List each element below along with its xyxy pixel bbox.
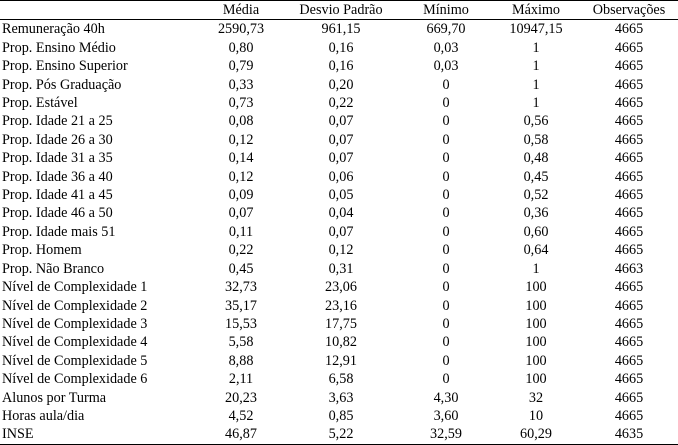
- cell-variable: Prop. Idade mais 51: [2, 223, 116, 240]
- cell-maximo: 0,56: [523, 113, 549, 130]
- cell-observacoes: 4665: [614, 113, 644, 130]
- cell-media: 0,09: [228, 187, 254, 204]
- cell-desvio-padrao: 0,07: [328, 131, 354, 148]
- cell-minimo: 0: [442, 371, 450, 388]
- cell-media: 0,45: [228, 260, 254, 277]
- cell-variable: Remuneração 40h: [2, 21, 105, 38]
- cell-observacoes: 4665: [614, 223, 644, 240]
- cell-variable: Nível de Complexidade 6: [2, 371, 148, 388]
- table-row: [0, 260, 678, 278]
- cell-minimo: 0: [442, 297, 450, 314]
- cell-maximo: 1: [532, 58, 540, 75]
- cell-media: 0,12: [228, 131, 254, 148]
- cell-desvio-padrao: 961,15: [321, 21, 361, 38]
- cell-desvio-padrao: 0,31: [328, 260, 354, 277]
- cell-maximo: 0,52: [523, 187, 549, 204]
- cell-observacoes: 4635: [580, 425, 678, 444]
- cell-desvio-padrao: 0,07: [328, 150, 354, 167]
- table-row: [0, 241, 678, 259]
- cell-maximo: 1: [532, 260, 540, 277]
- cell-minimo: 0: [442, 187, 450, 204]
- cell-minimo: 0: [442, 223, 450, 240]
- cell-variable: Nível de Complexidade 4: [2, 334, 148, 351]
- cell-observacoes: 4665: [614, 315, 644, 332]
- cell-media: 0,12: [228, 168, 254, 185]
- cell-minimo: 0: [442, 260, 450, 277]
- table-row: [0, 315, 678, 333]
- cell-variable: INSE: [0, 425, 200, 444]
- cell-variable: Prop. Idade 41 a 45: [2, 187, 113, 204]
- cell-minimo: 0: [442, 352, 450, 369]
- table-header: [0, 1, 678, 20]
- cell-desvio-padrao: 0,05: [328, 187, 354, 204]
- header-media: Média: [200, 1, 282, 20]
- cell-minimo: 32,59: [400, 425, 492, 444]
- cell-minimo: 3,60: [433, 407, 459, 424]
- cell-minimo: 0,03: [433, 58, 459, 75]
- cell-maximo: 100: [525, 371, 547, 388]
- cell-variable: Horas aula/dia: [2, 407, 85, 424]
- cell-variable: Prop. Idade 26 a 30: [2, 131, 113, 148]
- table-row: [0, 389, 678, 407]
- cell-media: 0,79: [228, 58, 254, 75]
- cell-observacoes: 4663: [614, 260, 644, 277]
- cell-minimo: 4,30: [433, 389, 459, 406]
- cell-minimo: 0: [442, 113, 450, 130]
- header-observacoes: Observações: [580, 1, 678, 20]
- cell-media: 0,22: [228, 242, 254, 259]
- table-row: [0, 20, 678, 39]
- cell-minimo: 0: [442, 205, 450, 222]
- cell-variable: Nível de Complexidade 1: [2, 279, 148, 296]
- cell-desvio-padrao: 17,75: [325, 315, 357, 332]
- table-row: [0, 223, 678, 241]
- cell-minimo: 0: [442, 76, 450, 93]
- cell-media: 2,11: [228, 371, 254, 388]
- cell-desvio-padrao: 5,22: [282, 425, 400, 444]
- cell-media: 0,80: [228, 39, 254, 56]
- cell-observacoes: 4665: [614, 371, 644, 388]
- cell-maximo: 100: [525, 315, 547, 332]
- cell-desvio-padrao: 3,63: [328, 389, 354, 406]
- cell-maximo: 100: [525, 334, 547, 351]
- table-row: [0, 76, 678, 94]
- cell-media: 4,52: [228, 407, 254, 424]
- cell-maximo: 0,36: [523, 205, 549, 222]
- table-row: [0, 352, 678, 370]
- cell-maximo: 1: [532, 76, 540, 93]
- cell-maximo: 100: [525, 297, 547, 314]
- cell-minimo: 0: [442, 334, 450, 351]
- cell-desvio-padrao: 0,22: [328, 95, 354, 112]
- cell-minimo: 0: [442, 95, 450, 112]
- cell-observacoes: 4665: [614, 279, 644, 296]
- table-row: [0, 333, 678, 351]
- table-body: [0, 20, 678, 444]
- cell-maximo: 1: [532, 39, 540, 56]
- cell-minimo: 669,70: [426, 21, 466, 38]
- cell-observacoes: 4665: [614, 205, 644, 222]
- cell-media: 5,58: [228, 334, 254, 351]
- table-row: [0, 57, 678, 75]
- cell-observacoes: 4665: [614, 95, 644, 112]
- cell-variable: Prop. Ensino Superior: [2, 58, 128, 75]
- cell-media: 32,73: [225, 279, 257, 296]
- cell-observacoes: 4665: [614, 76, 644, 93]
- cell-media: 2590,73: [217, 21, 265, 38]
- cell-media: 15,53: [225, 315, 257, 332]
- cell-observacoes: 4665: [614, 352, 644, 369]
- cell-maximo: 0,48: [523, 150, 549, 167]
- cell-observacoes: 4665: [614, 168, 644, 185]
- cell-observacoes: 4665: [614, 150, 644, 167]
- table-row: [0, 94, 678, 112]
- table-row: [0, 186, 678, 204]
- cell-maximo: 1: [532, 95, 540, 112]
- table-row: [0, 131, 678, 149]
- cell-media: 0,14: [228, 150, 254, 167]
- table-row: [0, 112, 678, 130]
- cell-desvio-padrao: 0,06: [328, 168, 354, 185]
- cell-desvio-padrao: 12,91: [325, 352, 357, 369]
- cell-desvio-padrao: 10,82: [325, 334, 357, 351]
- table-row: [0, 39, 678, 57]
- table-row: [0, 407, 678, 425]
- cell-desvio-padrao: 0,20: [328, 76, 354, 93]
- cell-desvio-padrao: 6,58: [328, 371, 354, 388]
- cell-observacoes: 4665: [614, 21, 644, 38]
- cell-desvio-padrao: 0,16: [328, 39, 354, 56]
- cell-observacoes: 4665: [614, 39, 644, 56]
- cell-variable: Nível de Complexidade 3: [2, 315, 148, 332]
- cell-maximo: 0,45: [523, 168, 549, 185]
- cell-minimo: 0: [442, 168, 450, 185]
- cell-desvio-padrao: 23,16: [325, 297, 357, 314]
- header-desvio-padrao: Desvio Padrão: [282, 1, 400, 20]
- header-variable: [0, 1, 200, 20]
- table-row: [0, 297, 678, 315]
- cell-media: 8,88: [228, 352, 254, 369]
- table-row: [0, 168, 678, 186]
- cell-maximo: 0,60: [523, 223, 549, 240]
- cell-variable: Prop. Ensino Médio: [2, 39, 116, 56]
- cell-observacoes: 4665: [614, 242, 644, 259]
- cell-desvio-padrao: 23,06: [325, 279, 357, 296]
- cell-observacoes: 4665: [614, 187, 644, 204]
- cell-maximo: 10: [528, 407, 544, 424]
- cell-maximo: 0,64: [523, 242, 549, 259]
- cell-desvio-padrao: 0,07: [328, 223, 354, 240]
- cell-media: 0,33: [228, 76, 254, 93]
- cell-variable: Prop. Homem: [2, 242, 82, 259]
- cell-maximo: 32: [528, 389, 544, 406]
- cell-media: 20,23: [225, 389, 257, 406]
- cell-minimo: 0,03: [433, 39, 459, 56]
- cell-variable: Prop. Não Branco: [2, 260, 105, 277]
- cell-media: 0,08: [228, 113, 254, 130]
- cell-variable: Nível de Complexidade 5: [2, 352, 148, 369]
- cell-maximo: 100: [525, 352, 547, 369]
- cell-variable: Alunos por Turma: [2, 389, 107, 406]
- cell-observacoes: 4665: [614, 389, 644, 406]
- cell-maximo: 60,29: [492, 425, 580, 444]
- cell-observacoes: 4665: [614, 58, 644, 75]
- cell-desvio-padrao: 0,12: [328, 242, 354, 259]
- cell-variable: Prop. Estável: [2, 95, 78, 112]
- cell-variable: Prop. Idade 36 a 40: [2, 168, 113, 185]
- cell-maximo: 10947,15: [509, 21, 563, 38]
- table-row: [0, 370, 678, 388]
- cell-minimo: 0: [442, 279, 450, 296]
- cell-minimo: 0: [442, 315, 450, 332]
- cell-maximo: 0,58: [523, 131, 549, 148]
- cell-desvio-padrao: 0,04: [328, 205, 354, 222]
- cell-observacoes: 4665: [614, 334, 644, 351]
- cell-desvio-padrao: 0,07: [328, 113, 354, 130]
- cell-minimo: 0: [442, 131, 450, 148]
- cell-variable: Nível de Complexidade 2: [2, 297, 148, 314]
- header-row: [0, 1, 678, 20]
- cell-desvio-padrao: 0,16: [328, 58, 354, 75]
- cell-media: 46,87: [200, 425, 282, 444]
- cell-variable: Prop. Idade 21 a 25: [2, 113, 113, 130]
- cell-media: 0,11: [228, 223, 254, 240]
- table-row: [0, 278, 678, 296]
- cell-observacoes: 4665: [614, 297, 644, 314]
- cell-desvio-padrao: 0,85: [328, 407, 354, 424]
- header-minimo: Mínimo: [400, 1, 492, 20]
- cell-minimo: 0: [442, 242, 450, 259]
- header-maximo: Máximo: [492, 1, 580, 20]
- cell-media: 35,17: [225, 297, 257, 314]
- table-row: [0, 204, 678, 222]
- cell-media: 0,73: [228, 95, 254, 112]
- cell-variable: Prop. Pós Graduação: [2, 76, 122, 93]
- cell-observacoes: 4665: [614, 407, 644, 424]
- table-row: [0, 149, 678, 167]
- cell-variable: Prop. Idade 31 a 35: [2, 150, 113, 167]
- cell-variable: Prop. Idade 46 a 50: [2, 205, 113, 222]
- table-row: [0, 425, 678, 444]
- cell-observacoes: 4665: [614, 131, 644, 148]
- cell-media: 0,07: [228, 205, 254, 222]
- cell-maximo: 100: [525, 279, 547, 296]
- cell-minimo: 0: [442, 150, 450, 167]
